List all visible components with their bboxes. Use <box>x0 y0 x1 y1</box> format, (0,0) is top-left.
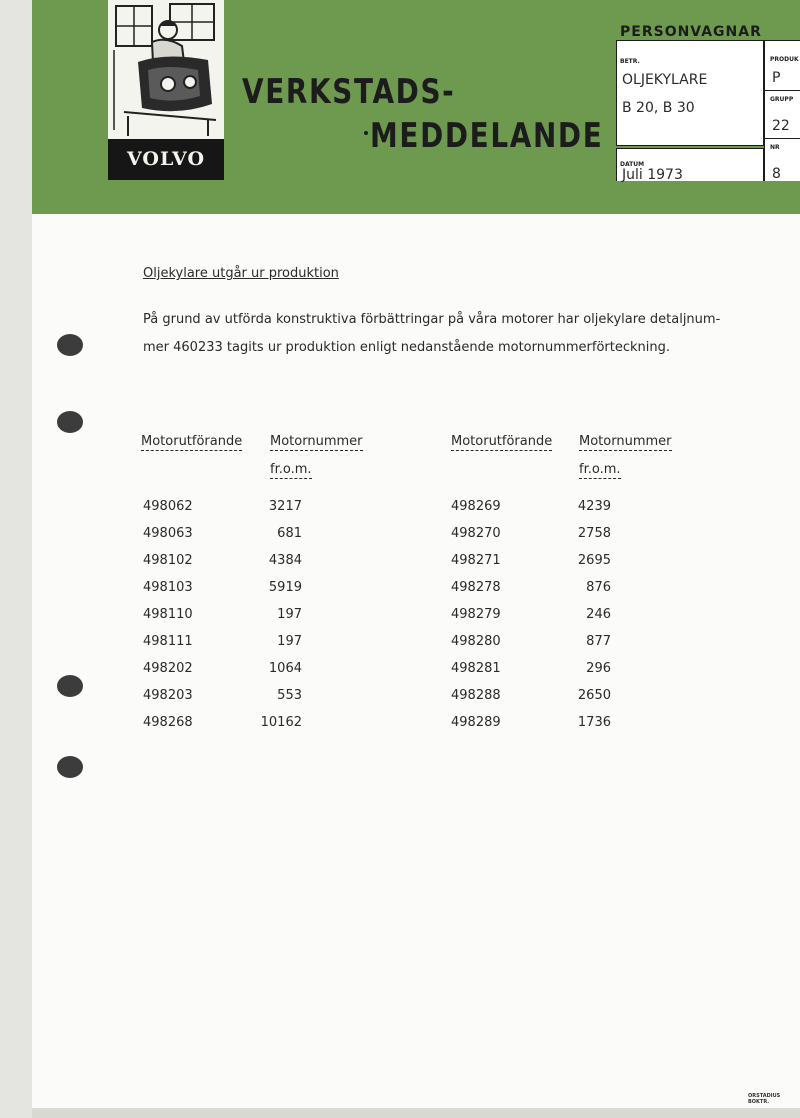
mechanic-icon <box>108 0 224 139</box>
right-row-model: 498271 <box>451 553 501 568</box>
left-row-model: 498202 <box>143 661 193 676</box>
paragraph-line-1: På grund av utförda konstruktiva förbättringar på våra motorer har oljekylare detaljnum- <box>143 312 721 327</box>
paragraph-line-2: mer 460233 tagits ur produktion enligt nedanstående motornummerförteckning. <box>143 340 671 355</box>
page-left-edge <box>0 0 32 1118</box>
printer-imprint: ORSTADIUS BOKTR. <box>748 1093 781 1105</box>
left-row-model: 498063 <box>143 526 193 541</box>
produkt-label: PRODUK <box>770 56 799 63</box>
left-row-number: 10162 <box>260 715 302 730</box>
nr-label: NR <box>770 144 780 151</box>
nr-value: 8 <box>772 166 781 182</box>
right-row-model: 498280 <box>451 634 501 649</box>
right-row-number: 877 <box>586 634 611 649</box>
betr-value-1: OLJEKYLARE <box>622 72 708 88</box>
left-row-number: 4384 <box>268 553 302 568</box>
header-form <box>614 22 800 182</box>
right-col-number-subheader: fr.o.m. <box>579 462 621 477</box>
right-row-number: 1736 <box>577 715 611 730</box>
title-line-2: MEDDELANDE <box>370 116 604 156</box>
right-row-model: 498288 <box>451 688 501 703</box>
code-divider-1 <box>764 90 800 91</box>
left-row-number: 5919 <box>268 580 302 595</box>
right-row-number: 2695 <box>577 553 611 568</box>
right-row-number: 2650 <box>577 688 611 703</box>
produkt-value: P <box>772 70 781 86</box>
subject-box <box>616 40 764 146</box>
document-heading: Oljekylare utgår ur produktion <box>143 266 339 281</box>
right-row-number: 4239 <box>577 499 611 514</box>
binder-hole <box>57 334 83 356</box>
right-row-model: 498279 <box>451 607 501 622</box>
right-row-model: 498270 <box>451 526 501 541</box>
right-row-model: 498289 <box>451 715 501 730</box>
right-row-model: 498269 <box>451 499 501 514</box>
binder-hole <box>57 411 83 433</box>
left-row-model: 498203 <box>143 688 193 703</box>
binder-hole <box>57 675 83 697</box>
left-row-model: 498102 <box>143 553 193 568</box>
left-row-model: 498062 <box>143 499 193 514</box>
left-row-number: 1064 <box>268 661 302 676</box>
binder-hole <box>57 756 83 778</box>
right-row-model: 498278 <box>451 580 501 595</box>
datum-value: Juli 1973 <box>622 167 683 183</box>
title-dot <box>364 131 368 135</box>
betr-label: BETR. <box>620 58 640 65</box>
left-col-number-header: Motornummer <box>270 434 363 449</box>
left-row-number: 3217 <box>268 499 302 514</box>
category-label: PERSONVAGNAR <box>620 24 762 40</box>
left-row-number: 197 <box>277 634 302 649</box>
right-row-number: 246 <box>586 607 611 622</box>
left-row-number: 681 <box>277 526 302 541</box>
grupp-label: GRUPP <box>770 96 794 103</box>
left-row-model: 498103 <box>143 580 193 595</box>
left-col-model-header: Motorutförande <box>141 434 243 449</box>
right-row-number: 296 <box>586 661 611 676</box>
betr-value-2: B 20, B 30 <box>622 100 695 116</box>
right-col-model-header: Motorutförande <box>451 434 553 449</box>
code-divider-2 <box>764 138 800 139</box>
left-row-model: 498268 <box>143 715 193 730</box>
volvo-logo-text: VOLVO <box>126 148 206 170</box>
title-line-1: VERKSTADS- <box>242 72 456 112</box>
left-row-model: 498111 <box>143 634 193 649</box>
left-row-number: 553 <box>277 688 302 703</box>
right-row-number: 876 <box>586 580 611 595</box>
right-row-model: 498281 <box>451 661 501 676</box>
right-row-number: 2758 <box>577 526 611 541</box>
left-row-model: 498110 <box>143 607 193 622</box>
left-row-number: 197 <box>277 607 302 622</box>
datum-label: DATUM <box>620 161 645 168</box>
left-col-number-subheader: fr.o.m. <box>270 462 312 477</box>
grupp-value: 22 <box>772 118 790 134</box>
right-col-number-header: Motornummer <box>579 434 672 449</box>
volvo-logo <box>108 139 224 180</box>
